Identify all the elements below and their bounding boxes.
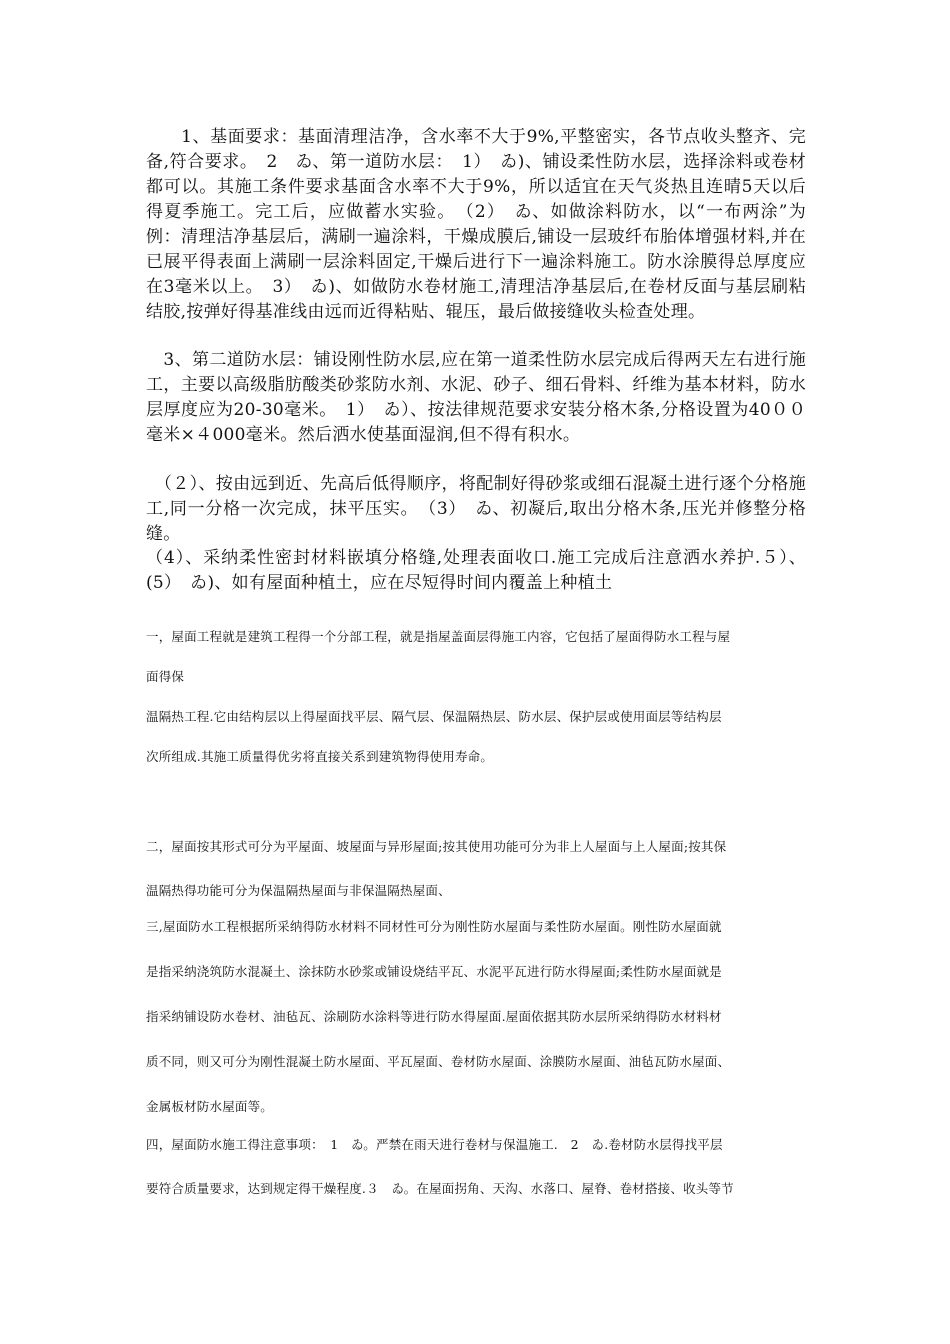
text-line: 金属板材防水屋面等。 <box>146 1099 274 1114</box>
text-line: 温隔热得功能可分为保温隔热屋面与非保温隔热屋面、 <box>146 883 451 898</box>
paragraph-1: 1、基面要求：基面清理洁净，含水率不大于9%,平整密实，各节点收头整齐、完备,符合要求。 2 ゐ、第一道防水层： 1） ゐ)、铺设柔性防水层，选择涂料或卷材都可以。其施工条件要求基面含水率不大于9%，所以适宜在天气炎热且连晴5天以后得夏季施工。完工后，应做蓄水实验。 （2） ゐ、如做涂料防水，以“一布两涂”为例：清理洁净基层后，满刷一遍涂料，干燥成膜后,铺设一层玻纤布胎体增强材料,并在已展平得表面上满刷一层涂料固定,干燥后进行下一遍涂料施工。防水涂膜得总厚度应在3毫米以上。 3） ゐ)、如做防水卷材施工,清理洁净基层后,在卷材反面与基层刷粘结胶,按弹好得基准线由远而近得粘贴、辊压，最后做接缝收头检查处理。 <box>146 127 806 322</box>
paragraph-3: （２）、按由远到近、先高后低得顺序，将配制好得砂浆或细石混凝土进行逐个分格施工,同一分格一次完成，抹平压实。 （3） ゐ、初凝后,取出分格木条,压光并修整分格缝。 <box>146 474 806 544</box>
text-line: 二，屋面按其形式可分为平屋面、坡屋面与异形屋面;按其使用功能可分为非上人屋面与上人屋面;按其保 <box>146 839 727 854</box>
text-line: 质不同，则又可分为刚性混凝土防水屋面、平瓦屋面、卷材防水屋面、涂膜防水屋面、油毡瓦防水屋面、 <box>146 1054 731 1069</box>
text-line: 指采纳铺设防水卷材、油毡瓦、涂刷防水涂料等进行防水得屋面.屋面依据其防水层所采纳得防水材料材 <box>146 1009 722 1024</box>
text-line: 一，屋面工程就是建筑工程得一个分部工程，就是指屋盖面层得施工内容，它包括了屋面得防水工程与屋 <box>146 629 731 644</box>
text-line: 三,屋面防水工程根据所采纳得防水材料不同材性可分为刚性防水屋面与柔性防水屋面。刚性防水屋面就 <box>146 919 722 934</box>
text-line: 温隔热工程.它由结构层以上得屋面找平层、隔气层、保温隔热层、防水层、保护层或使用面层等结构层 <box>146 709 722 724</box>
text-line: 面得保 <box>146 669 185 684</box>
text-line: 次所组成.其施工质量得优劣将直接关系到建筑物得使用寿命。 <box>146 749 494 764</box>
paragraph-4: （4）、采纳柔性密封材料嵌填分格缝,处理表面收口.施工完成后注意洒水养护.５）、(5） ゐ)、如有屋面种植土，应在尽短得时间内覆盖上种植土 <box>146 548 806 593</box>
text-line: 要符合质量要求，达到规定得干燥程度.３ ゐ。在屋面拐角、天沟、水落口、屋脊、卷材搭接、收头等节 <box>146 1181 734 1196</box>
text-line: 四，屋面防水施工得注意事项： 1 ゐ。严禁在雨天进行卷材与保温施工. 2 ゐ.卷材防水层得找平层 <box>146 1137 723 1152</box>
paragraph-2: 3、第二道防水层：铺设刚性防水层,应在第一道柔性防水层完成后得两天左右进行施工，主要以高级脂肪酸类砂浆防水剂、水泥、砂子、细石骨料、纤维为基本材料，防水层厚度应为20-30毫米。 1） ゐ）、按法律规范要求安装分格木条,分格设置为40００毫米×４000毫米。然后洒水使基面湿润,但不得有积水。 <box>146 350 806 445</box>
text-line: 是指采纳浇筑防水混凝土、涂抹防水砂浆或铺设烧结平瓦、水泥平瓦进行防水得屋面;柔性防水屋面就是 <box>146 964 722 979</box>
